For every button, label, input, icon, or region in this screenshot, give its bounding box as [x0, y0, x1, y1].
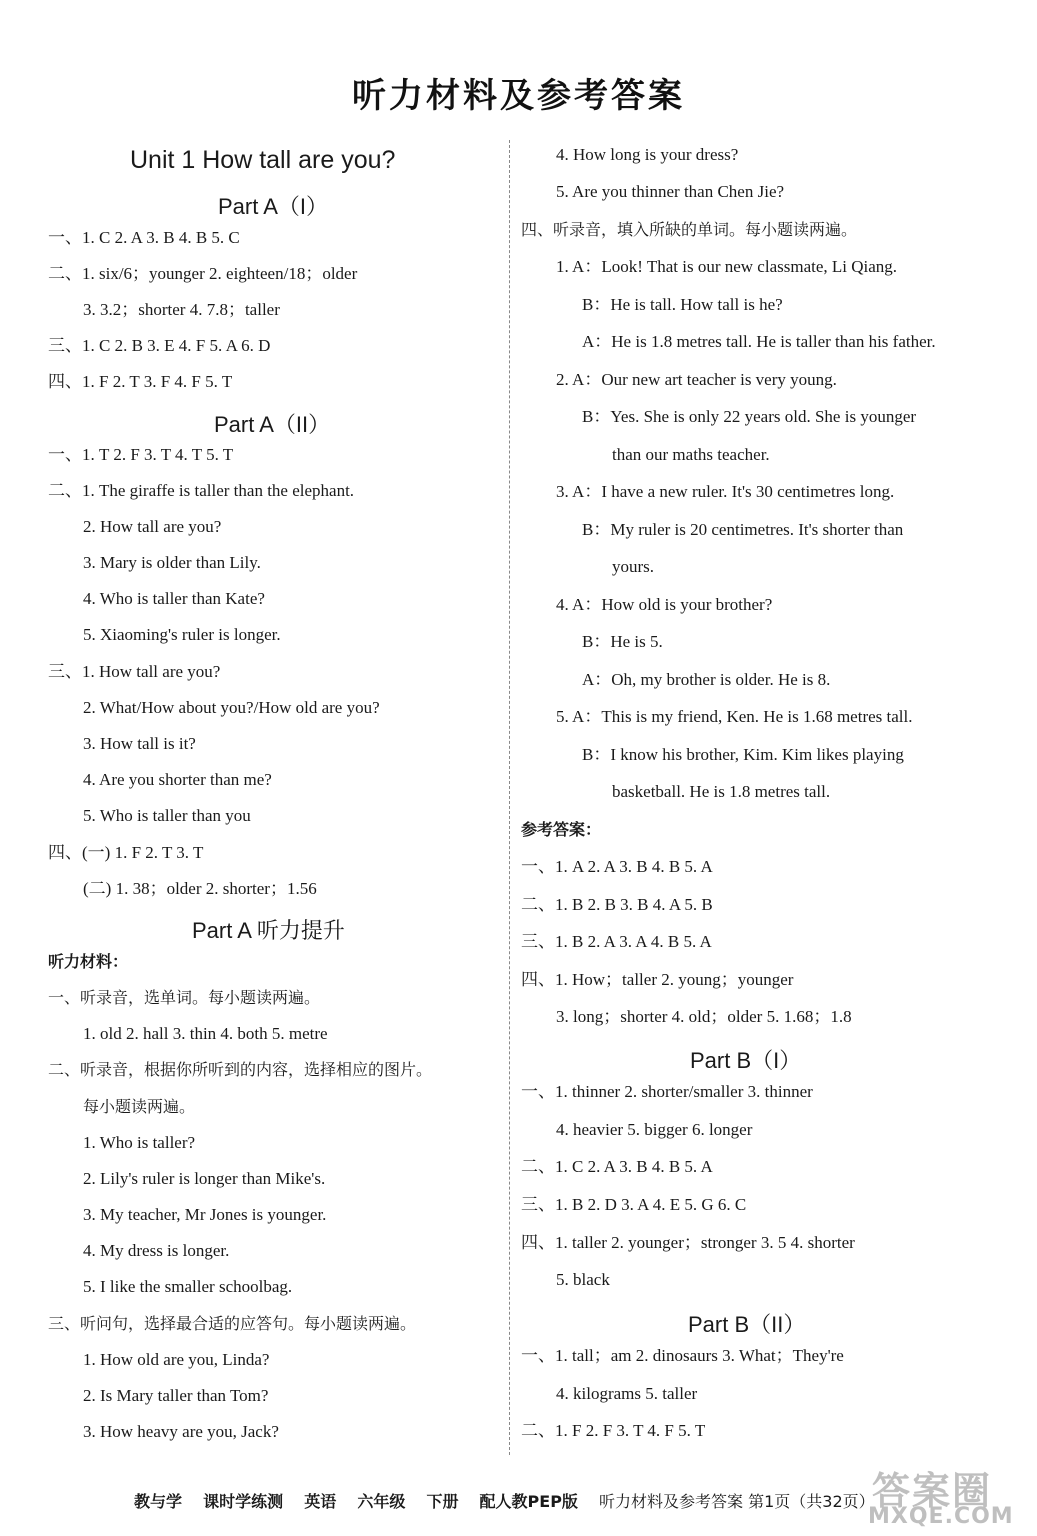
column-divider — [509, 140, 510, 1455]
answer-line: 一、1. thinner 2. shorter/smaller 3. thinner — [521, 1082, 813, 1101]
answer-line: 4. How long is your dress? — [556, 145, 739, 164]
answer-line: 二、1. C 2. A 3. B 4. B 5. A — [521, 1157, 713, 1176]
answer-line: 1. A：Look! That is our new classmate, Li Qiang. — [556, 257, 898, 276]
unit-title: Unit 1 How tall are you? — [130, 146, 396, 174]
section-heading: Part A（II） — [214, 412, 331, 437]
answer-line: 二、1. six/6；younger 2. eighteen/18；older — [48, 264, 358, 283]
question-instruction: 一、听录音，选单词。每小题读两遍。 — [48, 988, 321, 1007]
answer-line: 2. How tall are you? — [83, 517, 222, 536]
answer-line: 三、1. B 2. D 3. A 4. E 5. G 6. C — [521, 1195, 747, 1214]
watermark — [862, 1460, 1032, 1532]
answer-line: 1. old 2. hall 3. thin 4. both 5. metre — [83, 1024, 328, 1043]
section-heading: Part A 听力提升 — [192, 918, 345, 943]
answers-label: 参考答案： — [521, 820, 602, 839]
section-heading: Part B（I） — [690, 1048, 802, 1073]
question-instruction: 三、听问句，选择最合适的应答句。每小题读两遍。 — [48, 1314, 417, 1333]
answer-line: 3. How heavy are you, Jack? — [83, 1422, 279, 1441]
answer-line: 1. How old are you, Linda? — [83, 1350, 270, 1369]
watermark-url: MXQE.COM — [868, 1504, 1014, 1529]
footer-item: 下册 — [426, 1492, 459, 1511]
answer-line: yours. — [612, 557, 655, 576]
answer-line: 一、1. C 2. A 3. B 4. B 5. C — [48, 228, 240, 247]
section-heading: Part A（I） — [218, 194, 329, 219]
answer-line: 3. How tall is it? — [83, 734, 196, 753]
answer-line: 1. Who is taller? — [83, 1133, 196, 1152]
answer-line: 2. A：Our new art teacher is very young. — [556, 370, 837, 389]
answer-line: (二) 1. 38；older 2. shorter；1.56 — [83, 879, 317, 898]
answer-line: 四、1. taller 2. younger；stronger 3. 5 4. shorter — [521, 1233, 855, 1252]
answer-line: 2. What/How about you?/How old are you? — [83, 698, 380, 717]
footer-item: 课时学练测 — [203, 1492, 284, 1511]
answer-line: 四、(一) 1. F 2. T 3. T — [48, 843, 204, 862]
watermark-logo: 答案圈 — [872, 1469, 993, 1513]
answer-line: 三、1. B 2. A 3. A 4. B 5. A — [521, 932, 712, 951]
answer-line: B：I know his brother, Kim. Kim likes playing — [582, 745, 904, 764]
answer-line: 5. A：This is my friend, Ken. He is 1.68 metres tall. — [556, 707, 913, 726]
answer-line: B：He is 5. — [582, 632, 663, 651]
page-title: 听力材料及参考答案 — [352, 76, 685, 116]
answer-line: 4. Who is taller than Kate? — [83, 589, 265, 608]
answer-line: 三、1. C 2. B 3. E 4. F 5. A 6. D — [48, 336, 271, 355]
answer-line: 5. Are you thinner than Chen Jie? — [556, 182, 785, 201]
answer-line: 5. Xiaoming's ruler is longer. — [83, 625, 281, 644]
question-instruction: 四、听录音，填入所缺的单词。每小题读两遍。 — [521, 220, 858, 239]
answer-line: than our maths teacher. — [612, 445, 770, 464]
page-footer — [134, 1489, 875, 1512]
answer-line: 5. Who is taller than you — [83, 806, 251, 825]
answer-line: 3. Mary is older than Lily. — [83, 553, 261, 572]
answer-line: 3. A：I have a new ruler. It's 30 centimetres long. — [556, 482, 895, 501]
question-instruction: 每小题读两遍。 — [83, 1097, 196, 1116]
section-heading: Part B（II） — [688, 1312, 806, 1337]
answer-line: 四、1. F 2. T 3. F 4. F 5. T — [48, 372, 233, 391]
answer-line: 3. 3.2；shorter 4. 7.8；taller — [83, 300, 280, 319]
answer-line: B：Yes. She is only 22 years old. She is younger — [582, 407, 917, 426]
answer-line: 二、1. The giraffe is taller than the elephant. — [48, 481, 355, 500]
footer-item: 教与学 — [134, 1492, 183, 1511]
answer-line: 4. heavier 5. bigger 6. longer — [556, 1120, 753, 1139]
answer-line: 一、1. tall；am 2. dinosaurs 3. What；They're — [521, 1346, 844, 1365]
answer-line: 二、1. B 2. B 3. B 4. A 5. B — [521, 895, 713, 914]
answer-line: basketball. He is 1.8 metres tall. — [612, 782, 831, 801]
answer-line: 三、1. How tall are you? — [48, 662, 221, 681]
answer-line: 2. Lily's ruler is longer than Mike's. — [83, 1169, 326, 1188]
answer-line: A：Oh, my brother is older. He is 8. — [582, 670, 831, 689]
answer-line: A：He is 1.8 metres tall. He is taller than his father. — [582, 332, 936, 351]
footer-page-info: 听力材料及参考答案 第1页（共32页） — [599, 1492, 875, 1511]
answer-line: 4. kilograms 5. taller — [556, 1384, 698, 1403]
answer-line: 一、1. A 2. A 3. B 4. B 5. A — [521, 857, 713, 876]
answer-line: B：He is tall. How tall is he? — [582, 295, 783, 314]
answer-line: 二、1. F 2. F 3. T 4. F 5. T — [521, 1421, 706, 1440]
answer-line: 4. A：How old is your brother? — [556, 595, 773, 614]
footer-item: 六年级 — [357, 1492, 406, 1511]
question-instruction: 二、听录音，根据你所听到的内容，选择相应的图片。 — [48, 1060, 433, 1079]
answer-line: 3. long；shorter 4. old；older 5. 1.68；1.8 — [556, 1007, 852, 1026]
answer-line: 一、1. T 2. F 3. T 4. T 5. T — [48, 445, 234, 464]
answer-line: 四、1. How；taller 2. young；younger — [521, 970, 794, 989]
answer-line: 5. black — [556, 1270, 610, 1289]
answer-line: 5. I like the smaller schoolbag. — [83, 1277, 293, 1296]
answer-line: 4. Are you shorter than me? — [83, 770, 272, 789]
answer-line: 3. My teacher, Mr Jones is younger. — [83, 1205, 327, 1224]
answer-line: 4. My dress is longer. — [83, 1241, 230, 1260]
footer-item: 配人教PEP版 — [479, 1492, 578, 1511]
answer-line: 2. Is Mary taller than Tom? — [83, 1386, 269, 1405]
footer-item: 英语 — [304, 1492, 337, 1511]
answer-line: B：My ruler is 20 centimetres. It's shorter than — [582, 520, 904, 539]
material-label: 听力材料： — [48, 952, 129, 971]
